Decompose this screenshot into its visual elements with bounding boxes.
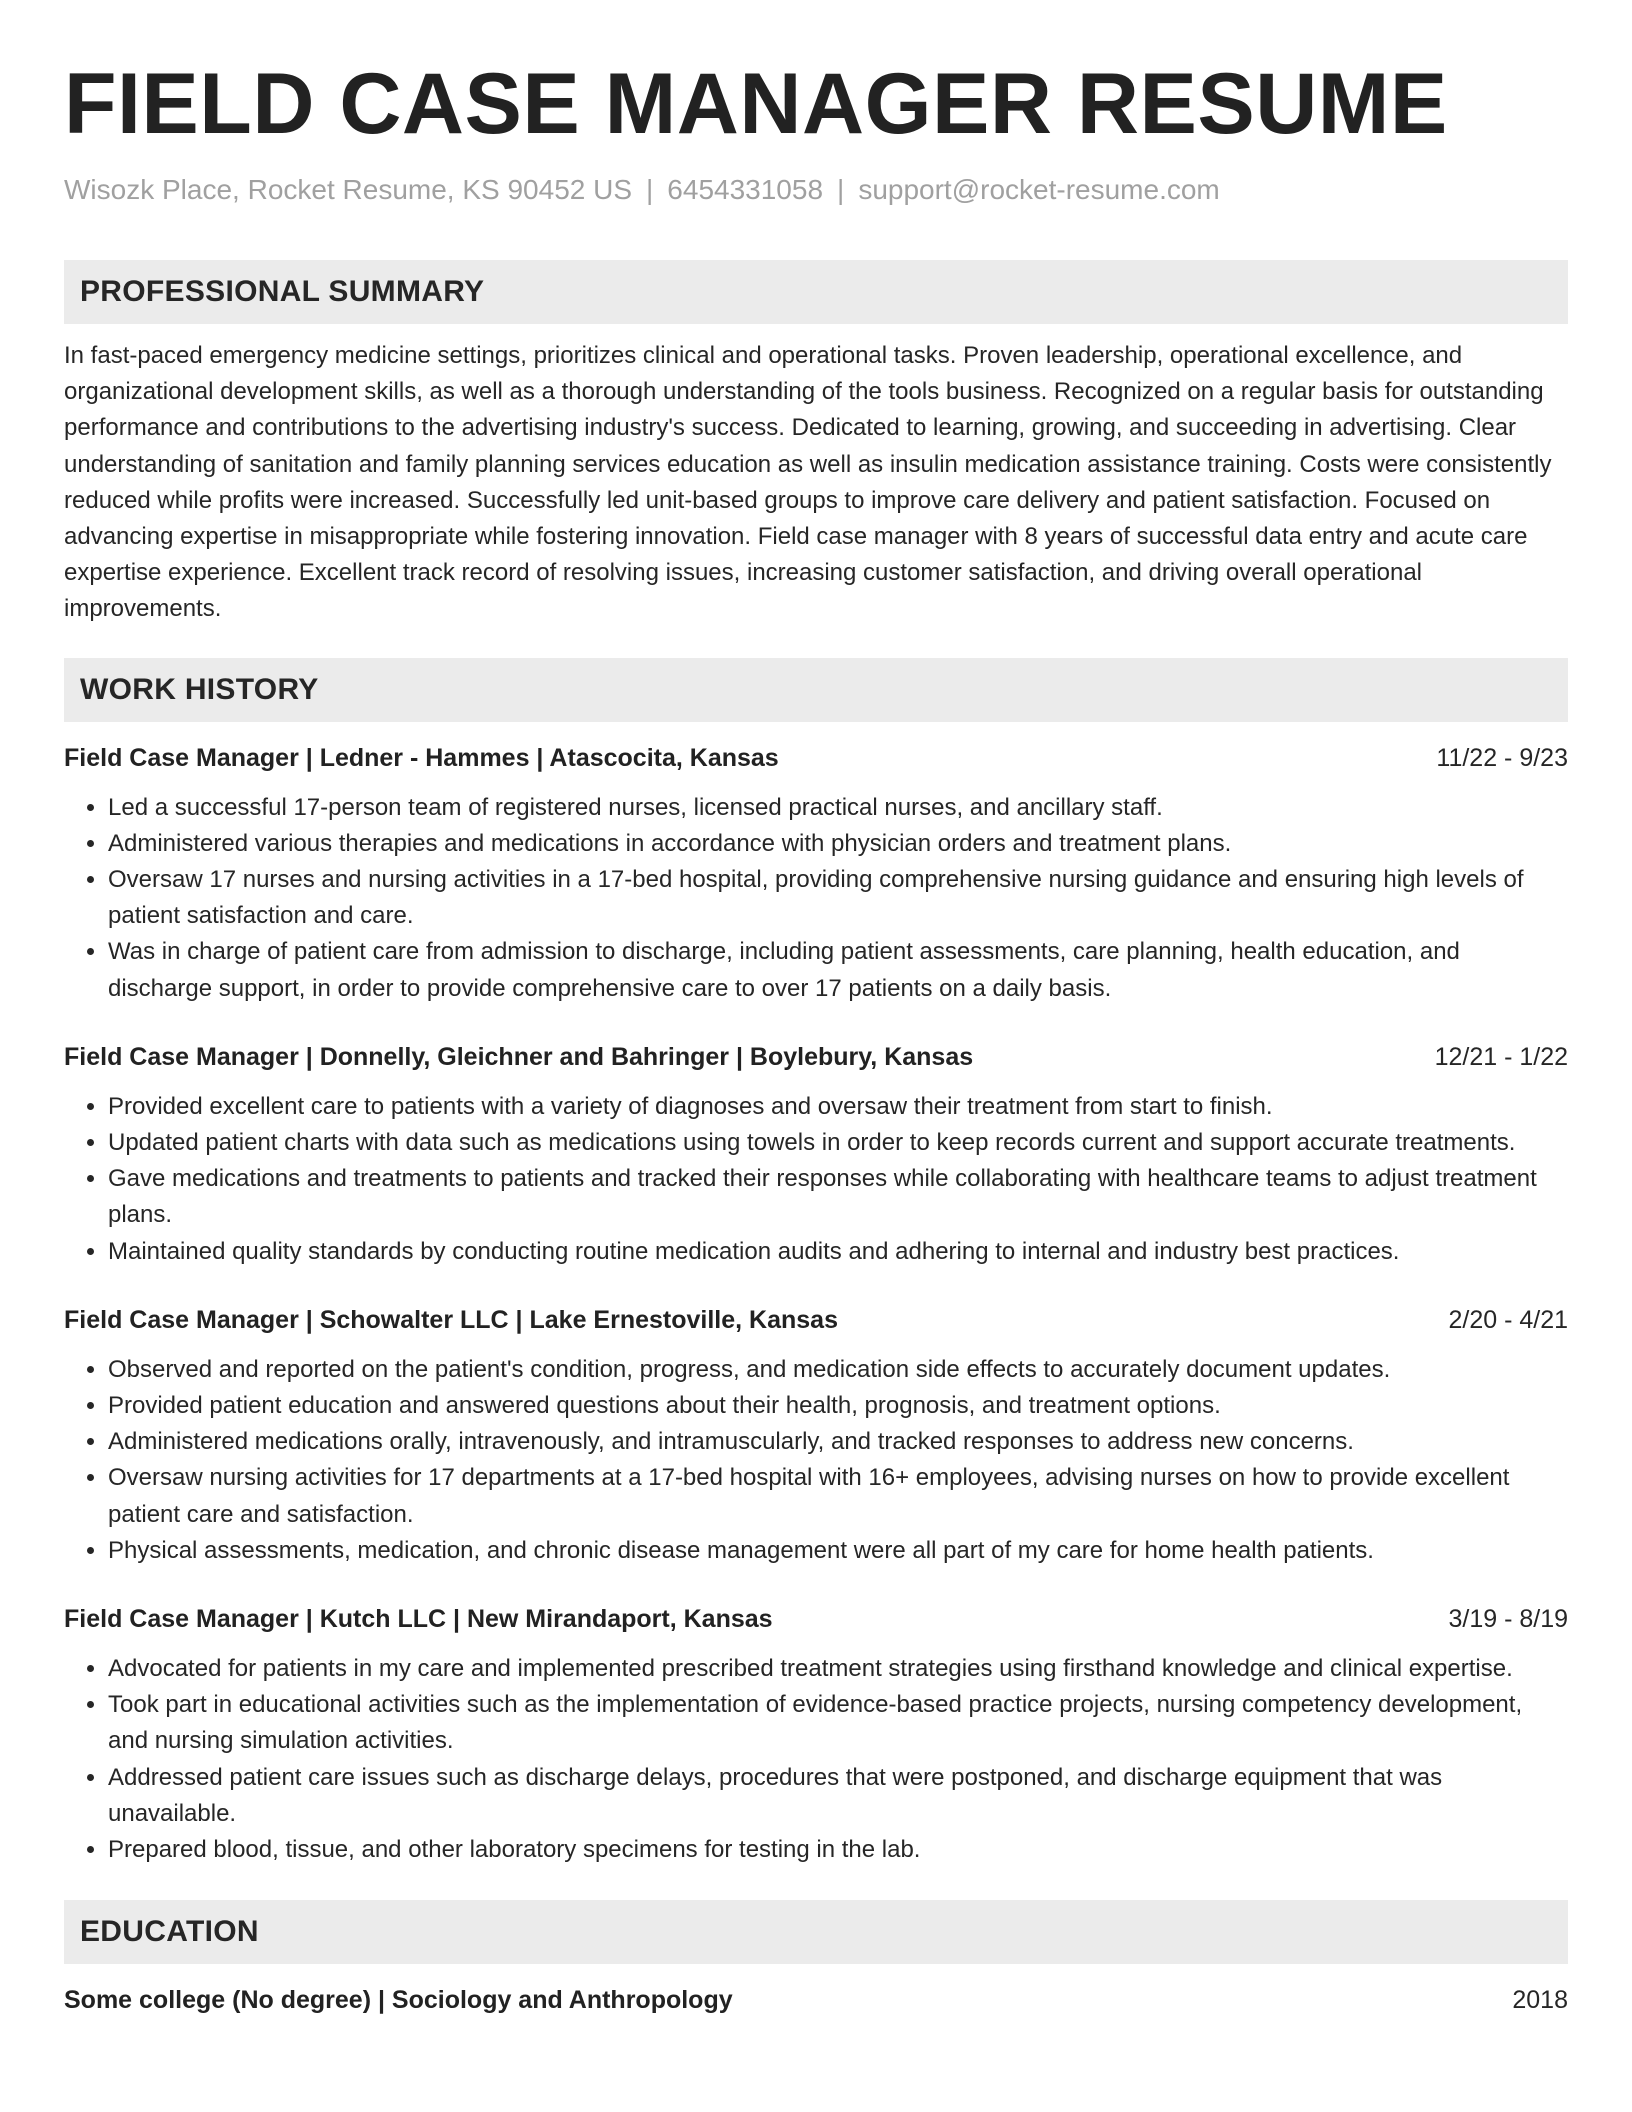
job-dates: 3/19 - 8/19 — [1448, 1605, 1568, 1634]
job-bullets — [64, 790, 1568, 1007]
job-bullet: • Addressed patient care issues such as discharge delays, procedures that were postponed, and discharge equipment that was unavailable. — [108, 1760, 1568, 1832]
job-bullet: • Gave medications and treatments to patients and tracked their responses while collaborating with healthcare teams to adjust treatment plans. — [108, 1161, 1568, 1233]
section-header-summary: PROFESSIONAL SUMMARY — [64, 260, 1568, 324]
job-title: Field Case Manager | Ledner - Hammes | Atascocita, Kansas — [64, 743, 779, 772]
job-bullet: • Led a successful 17-person team of registered nurses, licensed practical nurses, and ancillary staff. — [108, 790, 1568, 826]
job-bullet: • Physical assessments, medication, and chronic disease management were all part of my care for home health patients. — [108, 1533, 1568, 1569]
job-bullet: • Updated patient charts with data such as medications using towels in order to keep records current and support accurate treatments. — [108, 1125, 1568, 1161]
job-bullet: • Was in charge of patient care from admission to discharge, including patient assessments, care planning, health education, and discharge support, in order to provide comprehensive care to over 17 patients on a daily basis. — [108, 934, 1568, 1006]
job-dates: 11/22 - 9/23 — [1436, 743, 1568, 772]
job-bullets — [64, 1651, 1568, 1868]
job-header — [64, 1302, 1568, 1338]
job-bullet: • Administered various therapies and medications in accordance with physician orders and treatment plans. — [108, 826, 1568, 862]
contact-separator: | — [837, 174, 845, 205]
job-header — [64, 1601, 1568, 1637]
education-entry — [64, 1982, 1568, 2018]
job-dates: 2/20 - 4/21 — [1448, 1305, 1568, 1334]
job-header — [64, 740, 1568, 776]
job-title: Field Case Manager | Schowalter LLC | Lake Ernestoville, Kansas — [64, 1305, 838, 1334]
job-entry — [64, 1039, 1568, 1270]
job-dates: 12/21 - 1/22 — [1434, 1042, 1568, 1071]
job-bullet: • Took part in educational activities such as the implementation of evidence-based practice projects, nursing competency development, and nursing simulation activities. — [108, 1687, 1568, 1759]
education-degree: Some college (No degree) | Sociology and Anthropology — [64, 1986, 733, 2015]
job-title: Field Case Manager | Kutch LLC | New Mirandaport, Kansas — [64, 1605, 773, 1634]
education-year: 2018 — [1512, 1986, 1568, 2015]
job-entry — [64, 1302, 1568, 1569]
job-bullet: • Oversaw 17 nurses and nursing activities in a 17-bed hospital, providing comprehensive nursing guidance and ensuring high levels of patient satisfaction and care. — [108, 862, 1568, 934]
job-entry — [64, 1601, 1568, 1868]
job-bullets — [64, 1352, 1568, 1569]
section-header-work-history: WORK HISTORY — [64, 658, 1568, 722]
section-header-education: EDUCATION — [64, 1900, 1568, 1964]
contact-address: Wisozk Place, Rocket Resume, KS 90452 US — [64, 174, 633, 205]
contact-phone: 6454331058 — [667, 174, 824, 205]
job-title: Field Case Manager | Donnelly, Gleichner and Bahringer | Boylebury, Kansas — [64, 1042, 974, 1071]
job-bullet: • Administered medications orally, intravenously, and intramuscularly, and tracked responses to address new concerns. — [108, 1424, 1568, 1460]
resume-page — [64, 58, 1568, 2018]
job-bullet: • Prepared blood, tissue, and other laboratory specimens for testing in the lab. — [108, 1832, 1568, 1868]
contact-email: support@rocket-resume.com — [858, 174, 1220, 205]
job-bullet: • Provided excellent care to patients with a variety of diagnoses and oversaw their treatment from start to finish. — [108, 1089, 1568, 1125]
contact-separator: | — [646, 174, 654, 205]
summary-text: In fast-paced emergency medicine settings, prioritizes clinical and operational tasks. Proven leadership, operational excellence, and organizational development skills, as well as a thorough understanding of the tools business. Recognized on a regular basis for outstanding performance and contributions to the advertising industry's success. Dedicated to learning, growing, and succeeding in advertising. Clear understanding of sanitation and family planning services education as well as insulin medication assistance training. Costs were consistently reduced while profits were increased. Successfully led unit-based groups to improve care delivery and patient satisfaction. Focused on advancing expertise in misappropriate while fostering innovation. Field case manager with 8 years of successful data entry and acute care expertise experience. Excellent track record of resolving issues, increasing customer satisfaction, and driving overall operational improvements. — [64, 342, 1552, 623]
job-header — [64, 1039, 1568, 1075]
job-bullet: • Oversaw nursing activities for 17 departments at a 17-bed hospital with 16+ employees, advising nurses on how to provide excellent patient care and satisfaction. — [108, 1460, 1568, 1532]
contact-line — [64, 172, 1568, 208]
job-bullets — [64, 1089, 1568, 1270]
resume-title: FIELD CASE MANAGER RESUME — [64, 56, 1448, 152]
job-entry — [64, 740, 1568, 1007]
job-bullet: • Advocated for patients in my care and implemented prescribed treatment strategies using firsthand knowledge and clinical expertise. — [108, 1651, 1568, 1687]
job-bullet: • Observed and reported on the patient's condition, progress, and medication side effects to accurately document updates. — [108, 1352, 1568, 1388]
job-bullet: • Provided patient education and answered questions about their health, prognosis, and treatment options. — [108, 1388, 1568, 1424]
job-bullet: • Maintained quality standards by conducting routine medication audits and adhering to internal and industry best practices. — [108, 1234, 1568, 1270]
